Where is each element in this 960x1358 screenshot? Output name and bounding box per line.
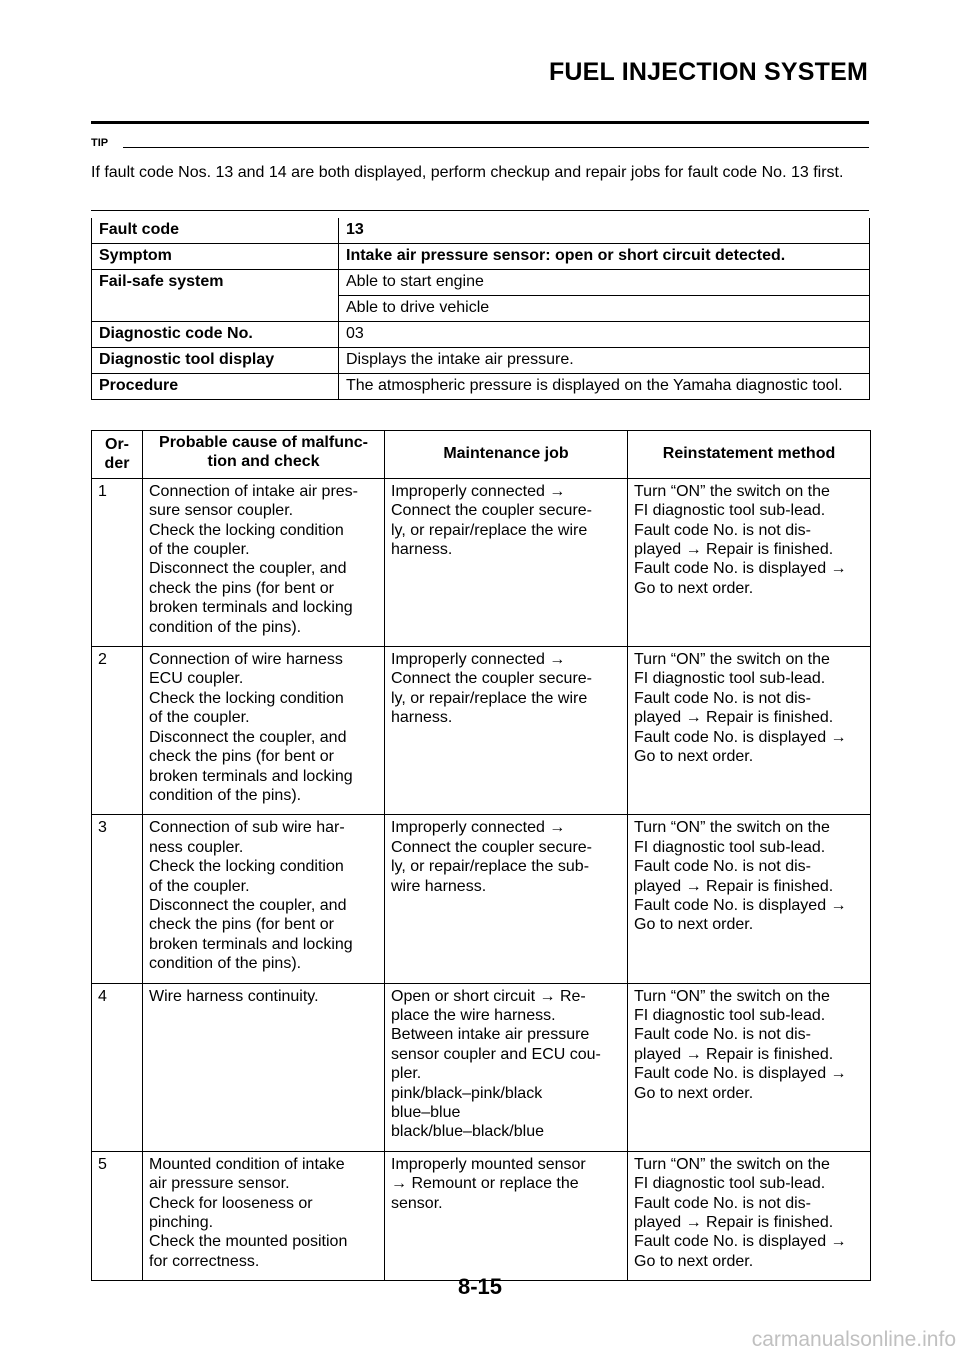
probable-cause-cell [143,647,385,815]
order-number: 1 [92,478,143,646]
reinstatement-line: Fault code No. is displayed → [634,896,847,914]
maintenance-line: sensor. [391,1194,443,1212]
cause-line: Disconnect the coupler, and [149,560,347,578]
maintenance-job-cell [385,1151,628,1280]
failsafe-value-drive: Able to drive vehicle [339,296,870,322]
reinstatement-line: Go to next order. [634,1252,754,1270]
reinstatement-method-cell [628,1151,871,1280]
cause-line: ECU coupler. [149,670,244,688]
failsafe-value-start: Able to start engine [339,270,870,296]
reinstatement-line: FI diagnostic tool sub-lead. [634,502,826,520]
header-reinstatement-method: Reinstatement method [628,431,871,479]
header-rule [91,121,869,124]
reinstatement-line: FI diagnostic tool sub-lead. [634,1175,826,1193]
cause-line: broken terminals and locking [149,935,353,953]
reinstatement-line: FI diagnostic tool sub-lead. [634,838,826,856]
header-cause-line: tion and check [207,453,320,471]
order-number: 4 [92,983,143,1151]
reinstatement-line: Fault code No. is displayed → [634,728,847,746]
procedure-value: The atmospheric pressure is displayed on the Yamaha diagnostic tool. [339,374,870,400]
reinstatement-line: played → Repair is finished. [634,541,834,559]
probable-cause-cell [143,1151,385,1280]
header-probable-cause [143,431,385,479]
cause-line: Check the locking condition [149,689,344,707]
probable-cause-cell [143,983,385,1151]
reinstatement-line: Go to next order. [634,579,754,597]
maintenance-line: Between intake air pressure [391,1026,590,1044]
cause-line: broken terminals and locking [149,599,353,617]
reinstatement-method-cell [628,478,871,646]
cause-line: for correctness. [149,1252,260,1270]
maintenance-job-cell [385,815,628,983]
reinstatement-line: Go to next order. [634,916,754,934]
cause-line: check the pins (for bent or [149,748,334,766]
header-order [92,431,143,479]
reinstatement-line: played → Repair is finished. [634,709,834,727]
cause-line: air pressure sensor. [149,1175,290,1193]
maintenance-line: place the wire harness. [391,1006,556,1024]
reinstatement-line: Fault code No. is displayed → [634,1065,847,1083]
maintenance-line: Improperly connected → [391,651,566,669]
symptom-label: Symptom [92,244,339,270]
reinstatement-line: FI diagnostic tool sub-lead. [634,670,826,688]
cause-line: condition of the pins). [149,955,302,973]
reinstatement-line: Fault code No. is displayed → [634,1233,847,1251]
table-row [92,647,871,815]
maintenance-line: ly, or repair/replace the wire [391,521,588,539]
failsafe-label: Fail-safe system [92,270,339,322]
diag-code-value: 03 [339,322,870,348]
maintenance-line: harness. [391,709,453,727]
order-number: 2 [92,647,143,815]
maintenance-line: Open or short circuit → Re- [391,987,586,1005]
maintenance-line: Connect the coupler secure- [391,838,592,856]
reinstatement-line: Fault code No. is not dis- [634,1026,811,1044]
probable-cause-cell [143,478,385,646]
cause-line: of the coupler. [149,877,250,895]
page-title: FUEL INJECTION SYSTEM [548,58,868,86]
reinstatement-line: Fault code No. is displayed → [634,560,847,578]
maintenance-line: black/blue–black/blue [391,1123,544,1141]
probable-cause-cell [143,815,385,983]
diag-tool-label: Diagnostic tool display [92,348,339,374]
reinstatement-line: Fault code No. is not dis- [634,521,811,539]
cause-line: check the pins (for bent or [149,579,334,597]
info-row-diag-code [92,322,870,348]
cause-line: check the pins (for bent or [149,916,334,934]
reinstatement-line: Turn “ON” the switch on the [634,819,830,837]
cause-line: Connection of intake air pres- [149,482,358,500]
maintenance-line: ly, or repair/replace the wire [391,689,588,707]
fault-code-label: Fault code [92,218,339,244]
maintenance-line: wire harness. [391,877,487,895]
procedure-label: Procedure [92,374,339,400]
cause-line: of the coupler. [149,541,250,559]
cause-line: ness coupler. [149,838,244,856]
cause-line: Check the locking condition [149,521,344,539]
fault-code-value: 13 [339,218,870,244]
info-row-symptom [92,244,870,270]
order-number: 5 [92,1151,143,1280]
reinstatement-method-cell [628,815,871,983]
cause-line: Connection of wire harness [149,651,343,669]
maintenance-line: → Remount or replace the [391,1175,579,1193]
reinstatement-line: Turn “ON” the switch on the [634,987,830,1005]
diag-tool-value: Displays the intake air pressure. [339,348,870,374]
reinstatement-line: Go to next order. [634,748,754,766]
procedure-table-body [92,478,871,1280]
table-row [92,478,871,646]
tip-label: TIP [91,137,109,149]
cause-line: of the coupler. [149,709,250,727]
info-row-fault-code [92,218,870,244]
cause-line: Disconnect the coupler, and [149,728,347,746]
table-row [92,983,871,1151]
tip-bottom-rule [91,210,869,211]
diag-code-label: Diagnostic code No. [92,322,339,348]
cause-line: broken terminals and locking [149,767,353,785]
table-row [92,815,871,983]
reinstatement-line: Fault code No. is not dis- [634,1194,811,1212]
reinstatement-line: Turn “ON” the switch on the [634,1155,830,1173]
maintenance-line: pink/black–pink/black [391,1084,543,1102]
header-order-line: der [104,455,130,473]
maintenance-line: Connect the coupler secure- [391,670,592,688]
reinstatement-line: played → Repair is finished. [634,877,834,895]
maintenance-line: sensor coupler and ECU cou- [391,1045,601,1063]
order-number: 3 [92,815,143,983]
maintenance-line: ly, or repair/replace the sub- [391,858,590,876]
maintenance-line: blue–blue [391,1104,461,1121]
reinstatement-line: Turn “ON” the switch on the [634,482,830,500]
maintenance-job-cell [385,478,628,646]
reinstatement-line: Turn “ON” the switch on the [634,651,830,669]
watermark: carmanualsonline.info [751,1328,956,1351]
maintenance-line: harness. [391,541,453,559]
cause-line: Check the locking condition [149,858,344,876]
maintenance-job-cell [385,647,628,815]
info-row-failsafe [92,270,870,296]
cause-line: pinching. [149,1214,214,1232]
maintenance-line: Improperly mounted sensor [391,1155,586,1173]
maintenance-line: Improperly connected → [391,819,566,837]
cause-line: Check for looseness or [149,1194,313,1212]
tip-heading [91,137,869,153]
cause-line: Connection of sub wire har- [149,819,345,837]
reinstatement-line: played → Repair is finished. [634,1214,834,1232]
reinstatement-line: Fault code No. is not dis- [634,689,811,707]
maintenance-line: pler. [391,1065,422,1083]
cause-line: condition of the pins). [149,786,302,804]
cause-line: Mounted condition of intake [149,1155,345,1173]
maintenance-job-cell [385,983,628,1151]
cause-line: sure sensor coupler. [149,502,294,520]
reinstatement-line: Go to next order. [634,1084,754,1102]
header-cause-line: Probable cause of malfunc- [159,434,368,451]
procedure-header-row [92,431,871,479]
tip-rule [123,147,869,148]
fault-info-table [91,218,870,400]
maintenance-line: Improperly connected → [391,482,566,500]
cause-line: Disconnect the coupler, and [149,896,347,914]
reinstatement-line: Fault code No. is not dis- [634,858,811,876]
cause-line: condition of the pins). [149,618,302,636]
reinstatement-method-cell [628,983,871,1151]
procedure-table [91,430,871,1281]
reinstatement-line: played → Repair is finished. [634,1045,834,1063]
maintenance-line: Connect the coupler secure- [391,502,592,520]
page-number: 8-15 [457,1274,503,1299]
header-maintenance-job: Maintenance job [385,431,628,479]
tip-text: If fault code Nos. 13 and 14 are both displayed, perform checkup and repair jobs for fault code No. 13 first. [91,164,844,181]
info-row-diag-tool [92,348,870,374]
info-row-procedure [92,374,870,400]
table-row [92,1151,871,1280]
symptom-value: Intake air pressure sensor: open or short circuit detected. [339,244,870,270]
reinstatement-line: FI diagnostic tool sub-lead. [634,1006,826,1024]
cause-line: Check the mounted position [149,1233,348,1251]
reinstatement-method-cell [628,647,871,815]
cause-line: Wire harness continuity. [149,987,319,1005]
header-order-line: Or- [105,436,129,453]
